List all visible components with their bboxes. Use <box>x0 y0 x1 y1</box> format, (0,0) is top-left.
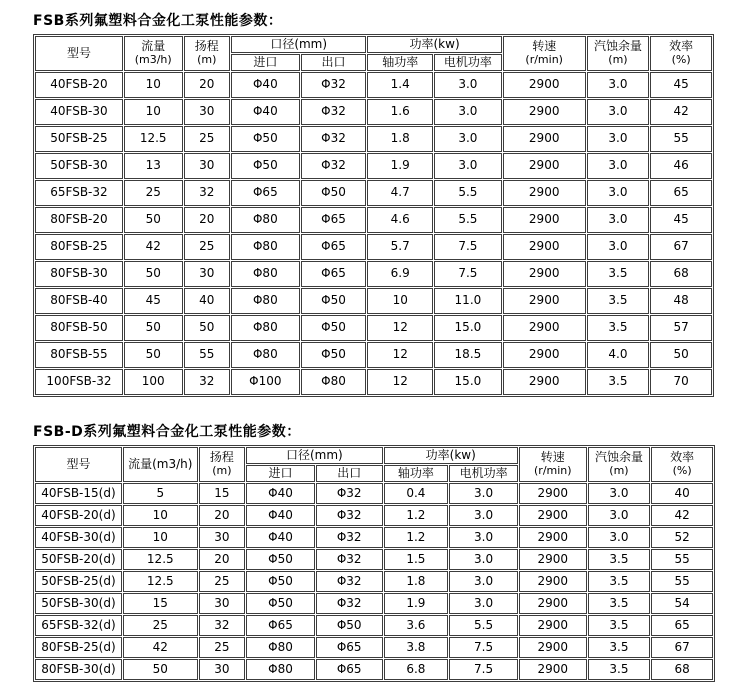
table-cell: 2900 <box>503 72 586 98</box>
table-row <box>35 527 713 548</box>
table-cell: 3.5 <box>587 369 650 395</box>
table-cell: 20 <box>199 549 245 570</box>
col-header-flow: 流量(m3/h) <box>123 447 198 482</box>
col-header-model: 型号 <box>35 447 122 482</box>
table-cell: 5.5 <box>434 180 502 206</box>
table-cell: Φ50 <box>246 549 315 570</box>
table-cell: 18.5 <box>434 342 502 368</box>
table-cell: 45 <box>650 72 712 98</box>
header-row-groups <box>35 447 713 464</box>
table-cell: 30 <box>184 153 230 179</box>
table-row <box>35 153 712 179</box>
table-cell: 68 <box>651 659 713 680</box>
table-cell: 1.5 <box>384 549 449 570</box>
table-cell: 2900 <box>503 342 586 368</box>
table-cell: 3.0 <box>587 153 650 179</box>
col-header-outlet: 出口 <box>316 465 383 482</box>
table-cell: 25 <box>199 637 245 658</box>
table-cell: 55 <box>651 549 713 570</box>
table-cell: 3.5 <box>588 615 651 636</box>
table-cell: 3.0 <box>449 593 518 614</box>
table-cell: Φ80 <box>231 288 300 314</box>
table-cell: 3.5 <box>587 315 650 341</box>
table-cell: 30 <box>199 593 245 614</box>
table-cell: 3.0 <box>587 234 650 260</box>
table-cell: 3.0 <box>434 153 502 179</box>
table-cell: 80FSB-40 <box>35 288 123 314</box>
table-cell: 2900 <box>503 315 586 341</box>
table-cell: 7.5 <box>449 659 518 680</box>
table-cell: 3.5 <box>588 571 651 592</box>
table-cell: 20 <box>184 72 230 98</box>
table-cell: Φ32 <box>316 527 383 548</box>
table-cell: 20 <box>199 505 245 526</box>
table-row <box>35 72 712 98</box>
table-cell: 50FSB-20(d) <box>35 549 122 570</box>
table-cell: Φ32 <box>301 72 367 98</box>
table-cell: Φ50 <box>301 315 367 341</box>
table-cell: 3.0 <box>449 527 518 548</box>
table-cell: 50 <box>123 659 198 680</box>
col-group-power: 功率(kw) <box>384 447 518 464</box>
table-cell: 12.5 <box>123 571 198 592</box>
table-cell: 12 <box>367 315 433 341</box>
table-cell: 10 <box>124 99 183 125</box>
col-header-motor-power: 电机功率 <box>449 465 518 482</box>
table-header <box>35 447 713 482</box>
table-cell: Φ80 <box>246 637 315 658</box>
table-cell: Φ40 <box>246 505 315 526</box>
table-row <box>35 261 712 287</box>
table-cell: 10 <box>367 288 433 314</box>
table-cell: 1.9 <box>367 153 433 179</box>
table-cell: Φ80 <box>231 342 300 368</box>
table-cell: Φ32 <box>316 571 383 592</box>
table-cell: 10 <box>123 527 198 548</box>
table-cell: 1.8 <box>367 126 433 152</box>
table-cell: Φ80 <box>231 315 300 341</box>
table-cell: 50 <box>184 315 230 341</box>
table-cell: 50FSB-30(d) <box>35 593 122 614</box>
table-cell: 50FSB-25 <box>35 126 123 152</box>
table-cell: Φ80 <box>231 207 300 233</box>
table-cell: 45 <box>124 288 183 314</box>
table-cell: 10 <box>123 505 198 526</box>
table-cell: 3.0 <box>434 99 502 125</box>
col-header-outlet: 出口 <box>301 54 367 71</box>
table-cell: Φ32 <box>316 593 383 614</box>
table-cell: 46 <box>650 153 712 179</box>
table-cell: 42 <box>651 505 713 526</box>
table-cell: 30 <box>199 527 245 548</box>
table-cell: 67 <box>651 637 713 658</box>
table-cell: 50 <box>124 315 183 341</box>
table-cell: 2900 <box>503 153 586 179</box>
table-cell: Φ50 <box>231 153 300 179</box>
table-cell: 7.5 <box>434 261 502 287</box>
header-row-groups <box>35 36 712 53</box>
section-fsb-d <box>33 421 715 682</box>
table-cell: 5.7 <box>367 234 433 260</box>
table-cell: 40FSB-20 <box>35 72 123 98</box>
table-cell: 65 <box>650 180 712 206</box>
table-cell: 3.0 <box>588 483 651 504</box>
table-row <box>35 99 712 125</box>
col-header-inlet: 进口 <box>231 54 300 71</box>
table-cell: Φ80 <box>231 261 300 287</box>
table-cell: 65 <box>651 615 713 636</box>
table-cell: 32 <box>184 180 230 206</box>
table-row <box>35 593 713 614</box>
table-cell: 65FSB-32 <box>35 180 123 206</box>
table-cell: 67 <box>650 234 712 260</box>
col-header-efficiency: 效率 (%) <box>651 447 713 482</box>
col-header-motor-power: 电机功率 <box>434 54 502 71</box>
table-row <box>35 288 712 314</box>
col-header-shaft-power: 轴功率 <box>367 54 433 71</box>
table-cell: 4.0 <box>587 342 650 368</box>
col-header-head: 扬程 (m) <box>199 447 245 482</box>
table-cell: Φ65 <box>231 180 300 206</box>
table-cell: 100FSB-32 <box>35 369 123 395</box>
table-cell: 15.0 <box>434 315 502 341</box>
table-cell: 2900 <box>503 261 586 287</box>
table-row <box>35 615 713 636</box>
table-cell: 5.5 <box>449 615 518 636</box>
table-cell: 1.2 <box>384 505 449 526</box>
table-cell: Φ65 <box>301 261 367 287</box>
table-cell: Φ50 <box>301 180 367 206</box>
table-cell: 4.7 <box>367 180 433 206</box>
table-cell: 80FSB-25 <box>35 234 123 260</box>
col-group-diameter: 口径(mm) <box>231 36 366 53</box>
table-cell: Φ40 <box>246 483 315 504</box>
table-cell: Φ32 <box>301 153 367 179</box>
table-body-fsb-d <box>35 483 713 680</box>
table-cell: 15 <box>123 593 198 614</box>
table-cell: Φ50 <box>246 571 315 592</box>
table-header <box>35 36 712 71</box>
table-cell: 7.5 <box>434 234 502 260</box>
table-cell: 12.5 <box>123 549 198 570</box>
table-cell: Φ40 <box>231 99 300 125</box>
table-cell: 50FSB-25(d) <box>35 571 122 592</box>
table-cell: 3.0 <box>449 549 518 570</box>
table-cell: 25 <box>184 126 230 152</box>
table-cell: 45 <box>650 207 712 233</box>
table-cell: 30 <box>184 99 230 125</box>
table-cell: 40FSB-30 <box>35 99 123 125</box>
table-cell: Φ50 <box>231 126 300 152</box>
table-body-fsb <box>35 72 712 395</box>
table-cell: 3.0 <box>449 571 518 592</box>
table-cell: 42 <box>123 637 198 658</box>
table-cell: 2900 <box>503 180 586 206</box>
table-row <box>35 637 713 658</box>
table-row <box>35 571 713 592</box>
table-cell: 40FSB-15(d) <box>35 483 122 504</box>
table-cell: 5 <box>123 483 198 504</box>
table-cell: 1.2 <box>384 527 449 548</box>
table-cell: 40FSB-20(d) <box>35 505 122 526</box>
table-cell: 3.6 <box>384 615 449 636</box>
table-cell: 3.0 <box>587 126 650 152</box>
table-cell: 25 <box>199 571 245 592</box>
table-cell: 2900 <box>519 505 587 526</box>
pump-table-fsb <box>33 34 714 397</box>
table-cell: 15.0 <box>434 369 502 395</box>
table-cell: 2900 <box>519 527 587 548</box>
table-cell: 1.8 <box>384 571 449 592</box>
table-cell: 80FSB-20 <box>35 207 123 233</box>
table-cell: 42 <box>650 99 712 125</box>
table-cell: 50 <box>124 261 183 287</box>
table-cell: Φ32 <box>301 126 367 152</box>
table-cell: 3.0 <box>588 505 651 526</box>
table-cell: 3.0 <box>587 207 650 233</box>
table-cell: 80FSB-55 <box>35 342 123 368</box>
table-cell: Φ65 <box>301 234 367 260</box>
table-row <box>35 207 712 233</box>
table-cell: 3.5 <box>588 659 651 680</box>
table-cell: 32 <box>199 615 245 636</box>
table-cell: 80FSB-50 <box>35 315 123 341</box>
table-row <box>35 342 712 368</box>
table-cell: Φ50 <box>316 615 383 636</box>
table-cell: Φ32 <box>316 483 383 504</box>
col-group-power: 功率(kw) <box>367 36 501 53</box>
table-row <box>35 369 712 395</box>
table-cell: 2900 <box>503 126 586 152</box>
table-cell: 11.0 <box>434 288 502 314</box>
table-cell: Φ80 <box>301 369 367 395</box>
table-cell: 40FSB-30(d) <box>35 527 122 548</box>
table-cell: 15 <box>199 483 245 504</box>
col-group-diameter: 口径(mm) <box>246 447 382 464</box>
table-cell: Φ50 <box>301 288 367 314</box>
table-cell: 50 <box>650 342 712 368</box>
table-cell: 25 <box>184 234 230 260</box>
table-cell: 2900 <box>519 593 587 614</box>
col-header-speed: 转速 (r/min) <box>519 447 587 482</box>
table-cell: Φ65 <box>316 637 383 658</box>
col-header-shaft-power: 轴功率 <box>384 465 449 482</box>
table-row <box>35 234 712 260</box>
table-cell: 10 <box>124 72 183 98</box>
table-cell: 12 <box>367 342 433 368</box>
table-cell: Φ40 <box>231 72 300 98</box>
table-cell: 55 <box>651 571 713 592</box>
table-cell: 4.6 <box>367 207 433 233</box>
table-cell: 50 <box>124 207 183 233</box>
table-cell: 80FSB-25(d) <box>35 637 122 658</box>
table-cell: 2900 <box>519 483 587 504</box>
table-cell: 65FSB-32(d) <box>35 615 122 636</box>
table-cell: 25 <box>123 615 198 636</box>
table-cell: 2900 <box>503 369 586 395</box>
table-cell: 3.0 <box>587 99 650 125</box>
table-cell: 100 <box>124 369 183 395</box>
table-cell: 32 <box>184 369 230 395</box>
table-cell: 3.8 <box>384 637 449 658</box>
col-header-speed: 转速 (r/min) <box>503 36 586 71</box>
table-cell: 13 <box>124 153 183 179</box>
table-cell: 3.5 <box>588 549 651 570</box>
table-cell: 12.5 <box>124 126 183 152</box>
table-cell: 3.0 <box>449 483 518 504</box>
col-header-inlet: 进口 <box>246 465 315 482</box>
table-cell: 30 <box>184 261 230 287</box>
table-cell: 2900 <box>519 549 587 570</box>
table-cell: Φ65 <box>301 207 367 233</box>
table-cell: 1.9 <box>384 593 449 614</box>
table-cell: 1.6 <box>367 99 433 125</box>
table-cell: 55 <box>650 126 712 152</box>
table-row <box>35 505 713 526</box>
table-cell: 2900 <box>519 615 587 636</box>
table-cell: 3.5 <box>587 261 650 287</box>
table-cell: 40 <box>184 288 230 314</box>
table-cell: Φ50 <box>301 342 367 368</box>
table-cell: 3.0 <box>588 527 651 548</box>
table-cell: Φ32 <box>301 99 367 125</box>
col-header-model: 型号 <box>35 36 123 71</box>
table-cell: 80FSB-30(d) <box>35 659 122 680</box>
table-cell: 6.9 <box>367 261 433 287</box>
table-cell: 1.4 <box>367 72 433 98</box>
table-cell: 40 <box>651 483 713 504</box>
col-header-flow: 流量 (m3/h) <box>124 36 183 71</box>
col-header-efficiency: 效率 (%) <box>650 36 712 71</box>
table-cell: 25 <box>124 180 183 206</box>
table-cell: 80FSB-30 <box>35 261 123 287</box>
table-cell: 54 <box>651 593 713 614</box>
page-title-fsb: FSB系列氟塑料合金化工泵性能参数： <box>33 13 283 29</box>
table-cell: 3.5 <box>588 593 651 614</box>
table-cell: 55 <box>184 342 230 368</box>
table-cell: 57 <box>650 315 712 341</box>
table-cell: 3.0 <box>587 180 650 206</box>
table-row <box>35 126 712 152</box>
table-cell: 30 <box>199 659 245 680</box>
table-cell: Φ32 <box>316 549 383 570</box>
table-row <box>35 315 712 341</box>
table-cell: 7.5 <box>449 637 518 658</box>
table-cell: 3.0 <box>434 126 502 152</box>
table-cell: 2900 <box>503 288 586 314</box>
table-cell: 3.5 <box>587 288 650 314</box>
table-row <box>35 549 713 570</box>
table-cell: 2900 <box>519 637 587 658</box>
table-cell: 52 <box>651 527 713 548</box>
table-cell: 50FSB-30 <box>35 153 123 179</box>
table-cell: 2900 <box>503 234 586 260</box>
table-cell: Φ65 <box>246 615 315 636</box>
table-cell: 12 <box>367 369 433 395</box>
table-row <box>35 659 713 680</box>
table-cell: 2900 <box>519 659 587 680</box>
table-cell: 2900 <box>503 99 586 125</box>
table-cell: 3.0 <box>434 72 502 98</box>
pump-table-fsb-d <box>33 445 715 682</box>
table-cell: Φ50 <box>246 593 315 614</box>
table-cell: 3.5 <box>588 637 651 658</box>
table-cell: 5.5 <box>434 207 502 233</box>
section-fsb <box>33 10 714 397</box>
table-cell: 3.0 <box>587 72 650 98</box>
table-cell: Φ65 <box>316 659 383 680</box>
table-cell: 2900 <box>519 571 587 592</box>
col-header-npsh: 汽蚀余量 (m) <box>587 36 650 71</box>
table-cell: 50 <box>124 342 183 368</box>
table-cell: 3.0 <box>449 505 518 526</box>
table-cell: 42 <box>124 234 183 260</box>
table-cell: 48 <box>650 288 712 314</box>
table-cell: 2900 <box>503 207 586 233</box>
table-cell: Φ32 <box>316 505 383 526</box>
table-row <box>35 180 712 206</box>
table-cell: 0.4 <box>384 483 449 504</box>
table-row <box>35 483 713 504</box>
table-cell: Φ80 <box>231 234 300 260</box>
table-cell: Φ100 <box>231 369 300 395</box>
table-cell: 68 <box>650 261 712 287</box>
table-cell: 70 <box>650 369 712 395</box>
table-cell: Φ40 <box>246 527 315 548</box>
page-title-fsb-d: FSB-D系列氟塑料合金化工泵性能参数： <box>33 424 301 440</box>
col-header-head: 扬程 (m) <box>184 36 230 71</box>
col-header-npsh: 汽蚀余量 (m) <box>588 447 651 482</box>
table-cell: Φ80 <box>246 659 315 680</box>
table-cell: 6.8 <box>384 659 449 680</box>
table-cell: 20 <box>184 207 230 233</box>
